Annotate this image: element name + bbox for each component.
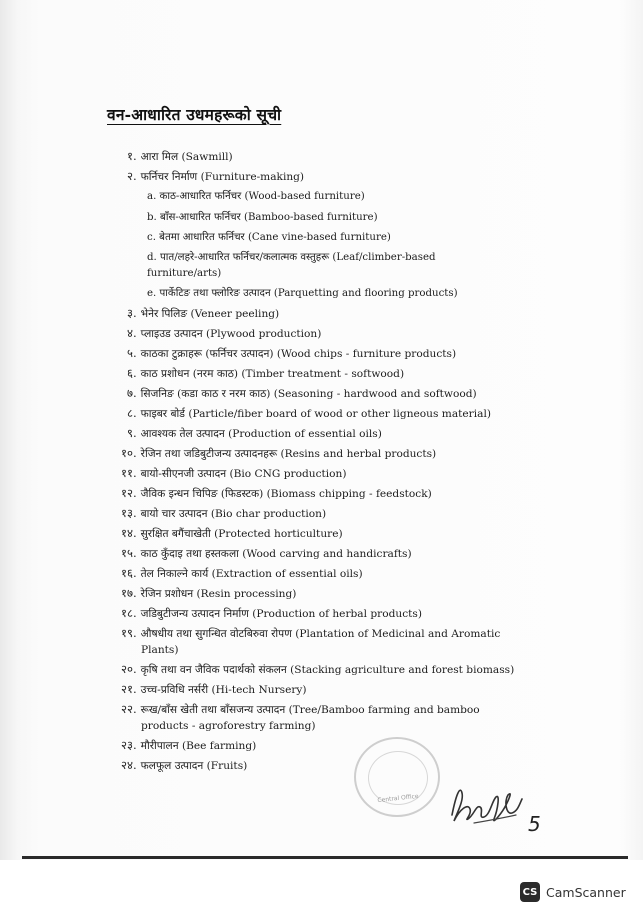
list-item	[121, 507, 326, 521]
list-item	[121, 663, 514, 677]
list-item	[121, 759, 247, 773]
bottom-divider	[22, 856, 628, 859]
item-number: ६.	[127, 366, 137, 380]
list-item	[121, 627, 500, 657]
item-text: उच्च-प्रविधि नर्सरी (Hi-tech Nursery)	[140, 684, 307, 696]
item-text: कृषि तथा वन जैविक पदार्थको संकलन (Stacking agriculture and forest biomass)	[140, 664, 515, 676]
list-item	[121, 527, 343, 541]
page-number: 5	[528, 812, 541, 836]
list-item	[127, 307, 279, 321]
item-text: काठका टुक्राहरू (फर्निचर उत्पादन) (Wood chips - furniture products)	[140, 348, 457, 360]
list-item	[121, 683, 307, 697]
item-text: फलफूल उत्पादन (Fruits)	[140, 760, 248, 772]
list-item	[127, 427, 382, 441]
item-text: फर्निचर निर्माण (Furniture-making)	[140, 171, 305, 183]
item-text-continuation: products - agroforestry farming)	[141, 720, 316, 732]
item-text: e. पार्केटिङ तथा फ्लोरिङ उत्पादन (Parquetting and flooring products)	[147, 288, 458, 299]
item-number: ३.	[127, 306, 137, 320]
list-item	[121, 739, 256, 753]
camscanner-watermark	[520, 880, 626, 904]
item-number: १९.	[121, 626, 137, 640]
list-item	[127, 407, 491, 421]
item-number: १७.	[121, 586, 137, 600]
item-number: १५.	[121, 546, 137, 560]
list-item	[121, 487, 432, 501]
item-number: ११.	[121, 466, 137, 480]
list-item	[121, 703, 480, 733]
item-number: २२.	[121, 702, 137, 716]
item-text: फाइबर बोर्ड (Particle/fiber board of wood or other ligneous material)	[140, 408, 491, 420]
list-item	[127, 387, 477, 401]
list-item	[127, 170, 304, 184]
item-text: आरा मिल (Sawmill)	[140, 151, 233, 163]
item-number: ८.	[127, 406, 137, 420]
list-item	[127, 327, 321, 341]
item-number: १०.	[121, 446, 137, 460]
item-number: २१.	[121, 682, 137, 696]
seal-text: Central Office	[377, 792, 419, 805]
item-number: १४.	[121, 526, 137, 540]
item-text: जडिबुटीजन्य उत्पादन निर्माण (Production of herbal products)	[140, 608, 422, 620]
item-text: बायो-सीएनजी उत्पादन (Bio CNG production)	[140, 468, 347, 480]
item-number: ७.	[127, 386, 137, 400]
item-number: २०.	[121, 662, 137, 676]
item-text: आवश्यक तेल उत्पादन (Production of essential oils)	[140, 428, 382, 440]
sub-list-item	[147, 251, 436, 280]
list-item	[121, 547, 412, 561]
item-text: काठ प्रशोधन (नरम काठ) (Timber treatment - softwood)	[140, 368, 405, 380]
item-text: सिजनिङ (कडा काठ र नरम काठ) (Seasoning - hardwood and softwood)	[140, 388, 477, 400]
sub-list-item	[147, 231, 391, 244]
item-text: रेजिन तथा जडिबुटीजन्य उत्पादनहरू (Resins and herbal products)	[140, 448, 437, 460]
item-number: २३.	[121, 738, 137, 752]
item-text: भेनेर पिलिङ (Veneer peeling)	[140, 308, 280, 320]
item-number: १८.	[121, 606, 137, 620]
item-text-continuation: Plants)	[141, 644, 179, 656]
list-item	[127, 367, 404, 381]
item-number: १२.	[121, 486, 137, 500]
sub-list-item	[147, 211, 378, 224]
item-number: ५.	[127, 346, 137, 360]
item-text: d. पात/लहरे-आधारित फर्निचर/कलात्मक वस्तुहरू (Leaf/climber-based	[147, 252, 436, 263]
item-text: बायो चार उत्पादन (Bio char production)	[140, 508, 327, 520]
item-text: जैविक इन्धन चिपिङ (फिडस्टक) (Biomass chipping - feedstock)	[140, 488, 432, 500]
item-text-continuation: furniture/arts)	[147, 268, 222, 279]
office-seal-stamp	[354, 737, 440, 817]
item-text: रूख/बाँस खेती तथा बाँसजन्य उत्पादन (Tree/Bamboo farming and bamboo	[140, 704, 480, 716]
item-text: b. बाँस-आधारित फर्निचर (Bamboo-based furniture)	[147, 212, 378, 223]
item-text: औषधीय तथा सुगन्धित वोटबिरुवा रोपण (Plantation of Medicinal and Aromatic	[140, 628, 501, 640]
camscanner-name: CamScanner	[546, 884, 626, 900]
camscanner-logo-icon: CS	[520, 882, 540, 902]
list-item	[127, 150, 233, 164]
item-number: ४.	[127, 326, 137, 340]
item-text: तेल निकाल्ने कार्य (Extraction of essential oils)	[140, 568, 363, 580]
item-text: c. बेतमा आधारित फर्निचर (Cane vine-based furniture)	[147, 232, 391, 243]
handwritten-signature	[446, 775, 526, 830]
item-text: रेजिन प्रशोधन (Resin processing)	[140, 588, 297, 600]
item-number: ९.	[127, 426, 137, 440]
item-number: १६.	[121, 566, 137, 580]
item-text: प्लाइउड उत्पादन (Plywood production)	[140, 328, 322, 340]
item-text: मौरीपालन (Bee farming)	[140, 740, 257, 752]
list-item	[121, 467, 346, 481]
item-number: १३.	[121, 506, 137, 520]
item-number: १.	[127, 149, 137, 163]
item-text: काठ कुँदाइ तथा हस्तकला (Wood carving and handicrafts)	[140, 548, 412, 560]
list-item	[127, 347, 456, 361]
item-number: २.	[127, 169, 137, 183]
list-item	[121, 587, 296, 601]
item-number: २४.	[121, 758, 137, 772]
item-text: सुरक्षित बगैंचाखेती (Protected horticulture)	[140, 528, 343, 540]
sub-list-item	[147, 287, 458, 300]
list-item	[121, 447, 436, 461]
sub-list-item	[147, 190, 365, 203]
list-item	[121, 567, 363, 581]
page-title: वन-आधारित उधमहरूको सूची	[107, 105, 282, 124]
list-item	[121, 607, 422, 621]
item-text: a. काठ-आधारित फर्निचर (Wood-based furniture)	[147, 191, 365, 202]
